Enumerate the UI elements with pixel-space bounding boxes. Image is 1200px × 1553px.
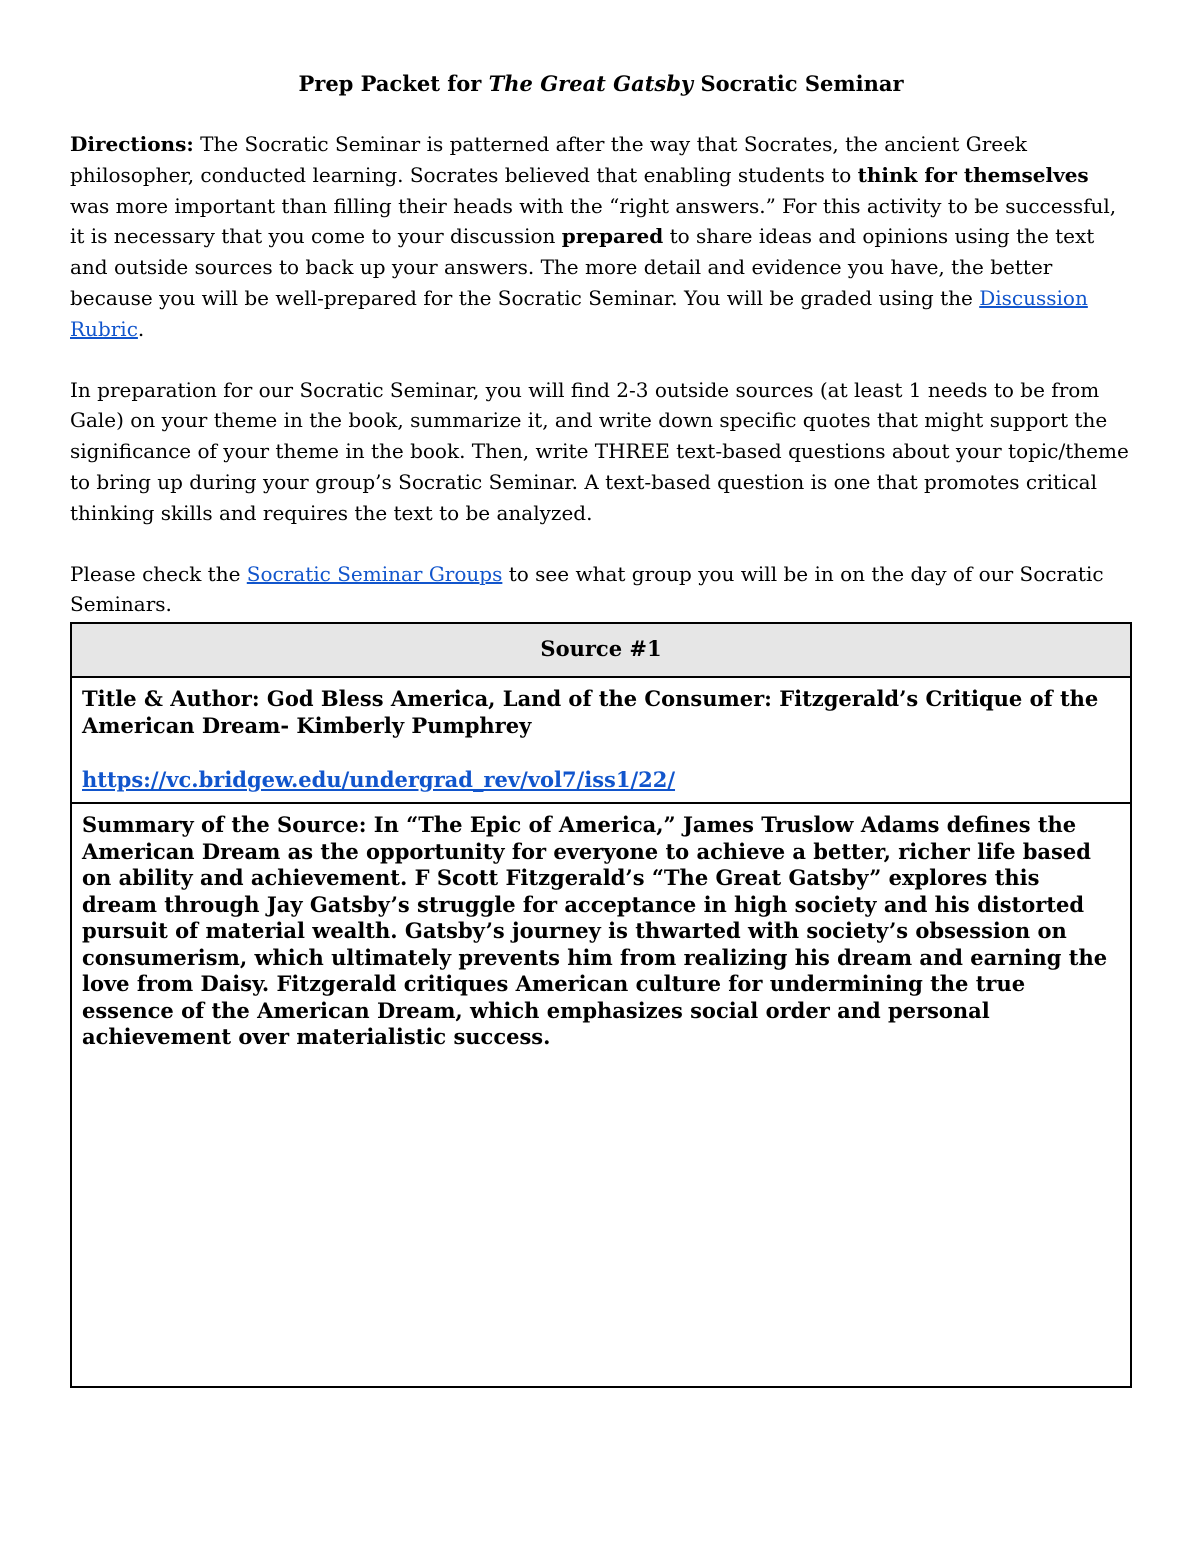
directions-text-4: . xyxy=(137,316,145,341)
groups-text-1: Please check the xyxy=(70,561,247,586)
page-title xyxy=(70,68,1132,99)
title-suffix: Socratic Seminar xyxy=(693,71,904,96)
cell-spacer xyxy=(82,739,1120,767)
source-url-link[interactable]: https://vc.bridgew.edu/undergrad_rev/vol7/iss1/22/ xyxy=(82,767,676,793)
source-title-cell xyxy=(71,677,1131,803)
title-book-name: The Great Gatsby xyxy=(488,71,694,96)
source-table xyxy=(70,622,1132,1388)
socratic-seminar-groups-link[interactable]: Socratic Seminar Groups xyxy=(246,561,503,586)
source-summary-row xyxy=(71,803,1131,1387)
groups-text-2: to see what group you will be in on the day of our Socratic Seminars. xyxy=(70,561,1104,617)
source-title-row xyxy=(71,677,1131,803)
directions-text-1: The Socratic Seminar is patterned after the way that Socrates, the ancient Greek philosopher, conducted learning. Socrates believed that enabling students to xyxy=(70,132,1028,187)
directions-text-2: was more important than filling their heads with the “right answers.” For this activity to be successful, it is necessary that you come to your discussion xyxy=(70,193,1117,249)
title-prefix: Prep Packet for xyxy=(298,71,489,96)
directions-paragraph xyxy=(70,129,1132,345)
source-title-author[interactable]: Title & Author: God Bless America, Land of the Consumer: Fitzgerald’s Critique of the American Dream- Kimberly Pumphrey xyxy=(82,686,1099,738)
directions-bold-2: prepared xyxy=(561,224,664,249)
document-page xyxy=(70,68,1132,1388)
source-header: Source #1 xyxy=(71,623,1131,677)
directions-text-3: to share ideas and opinions using the text and outside sources to back up your answers. The more detail and evidence you have, the better because you will be well-prepared for the Socratic Seminar. You will be graded using the xyxy=(70,224,1095,310)
source-header-row xyxy=(71,623,1131,677)
discussion-rubric-link[interactable]: Discussion Rubric xyxy=(70,285,1088,341)
directions-bold-1: think for themselves xyxy=(857,162,1089,187)
groups-paragraph xyxy=(70,559,1132,621)
preparation-paragraph: In preparation for our Socratic Seminar, you will find 2-3 outside sources (at least 1 needs to be from Gale) on your theme in the book, summarize it, and write down specific quotes that might support the significance of your theme in the book. Then, write THREE text-based questions about your topic/theme to bring up during your group’s Socratic Seminar. A text-based question is one that promotes critical thinking skills and requires the text to be analyzed. xyxy=(70,377,1129,525)
directions-label: Directions: xyxy=(70,132,194,156)
source-summary[interactable]: Summary of the Source: In “The Epic of America,” James Truslow Adams defines the American Dream as the opportunity for everyone to achieve a better, richer life based on ability and achievement. F Scott Fitzgerald’s “The Great Gatsby” explores this dream through Jay Gatsby’s struggle for acceptance in high society and his distorted pursuit of material wealth. Gatsby’s journey is thwarted with society’s obsession on consumerism, which ultimately prevents him from realizing his dream and earning the love from Daisy. Fitzgerald critiques American culture for undermining the true essence of the American Dream, which emphasizes social order and personal achievement over materialistic success. xyxy=(71,803,1131,1387)
